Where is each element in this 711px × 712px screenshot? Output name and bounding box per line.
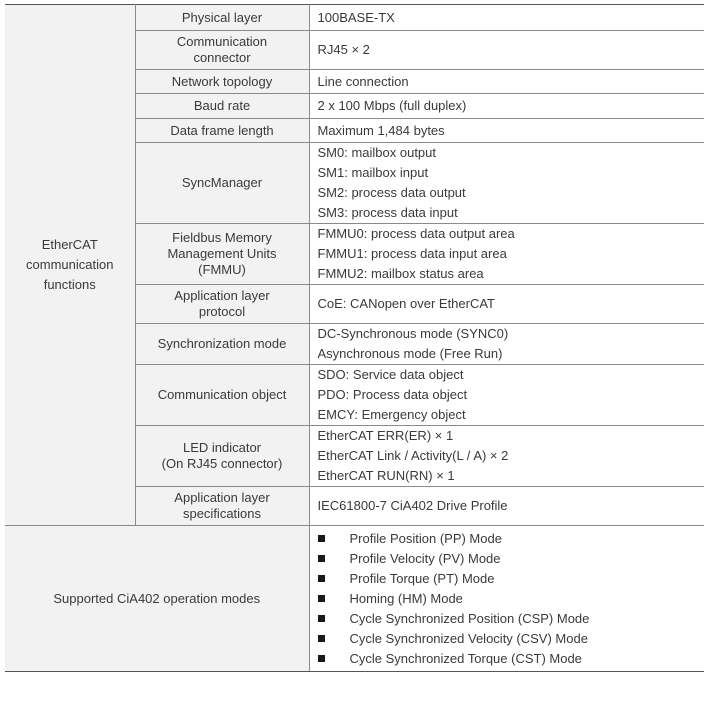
group-label: EtherCAT communication functions [5, 5, 135, 526]
spec-item-value [309, 143, 704, 224]
spec-value-line: SM0: mailbox output [317, 145, 437, 160]
mode-label: Profile Position (PP) Mode [349, 530, 502, 546]
mode-label: Profile Torque (PT) Mode [349, 570, 495, 586]
spec-item-value [309, 426, 704, 487]
mode-item [318, 529, 697, 549]
spec-value-line: DC-Synchronous mode (SYNC0) [317, 326, 509, 341]
spec-value-line: EtherCAT RUN(RN) × 1 [317, 468, 455, 483]
modes-list [309, 526, 704, 672]
mode-item [318, 609, 697, 629]
spec-item-value [309, 285, 704, 324]
spec-item-value [309, 119, 704, 143]
spec-value-line: PDO: Process data object [317, 387, 468, 402]
mode-item [318, 649, 697, 669]
spec-value-line: IEC61800-7 CiA402 Drive Profile [317, 498, 508, 513]
spec-item-label: Baud rate [135, 94, 309, 119]
spec-value-line: Line connection [317, 73, 409, 89]
spec-item-value [309, 31, 704, 70]
spec-row [5, 5, 704, 31]
spec-item-label: Data frame length [135, 119, 309, 143]
spec-item-value [309, 224, 704, 285]
spec-item-value [309, 70, 704, 94]
spec-value-line: CoE: CANopen over EtherCAT [317, 296, 495, 311]
spec-value-line: SM3: process data input [317, 205, 458, 220]
square-bullet-icon [318, 615, 325, 622]
spec-value-line: FMMU2: mailbox status area [317, 266, 484, 281]
spec-item-label: Communication connector [135, 31, 309, 70]
spec-item-label: SyncManager [135, 143, 309, 224]
spec-value-line: FMMU0: process data output area [317, 226, 515, 241]
square-bullet-icon [318, 635, 325, 642]
spec-item-value [309, 365, 704, 426]
spec-value-line: 100BASE-TX [317, 9, 395, 25]
spec-item-label: Fieldbus Memory Management Units (FMMU) [135, 224, 309, 285]
mode-item [318, 569, 697, 589]
spec-table-container [5, 4, 704, 672]
spec-item-value [309, 487, 704, 526]
square-bullet-icon [318, 595, 325, 602]
spec-item-value [309, 5, 704, 31]
spec-value-line: EtherCAT ERR(ER) × 1 [317, 428, 454, 443]
spec-value-line: 2 x 100 Mbps (full duplex) [317, 98, 467, 113]
mode-item [318, 589, 697, 609]
spec-value-line: SM2: process data output [317, 185, 466, 200]
spec-value-line: EMCY: Emergency object [317, 407, 466, 422]
square-bullet-icon [318, 655, 325, 662]
spec-value-line: EtherCAT Link / Activity(L / A) × 2 [317, 448, 509, 463]
square-bullet-icon [318, 535, 325, 542]
mode-label: Cycle Synchronized Torque (CST) Mode [349, 650, 582, 666]
mode-label: Profile Velocity (PV) Mode [349, 550, 501, 566]
square-bullet-icon [318, 575, 325, 582]
spec-table-body [5, 5, 704, 672]
modes-label: Supported CiA402 operation modes [5, 526, 309, 672]
mode-label: Homing (HM) Mode [349, 590, 463, 606]
ethercat-spec-table [5, 4, 704, 672]
square-bullet-icon [318, 555, 325, 562]
spec-item-label: Network topology [135, 70, 309, 94]
spec-value-line: FMMU1: process data input area [317, 246, 507, 261]
modes-row [5, 526, 704, 672]
spec-value-line: Maximum 1,484 bytes [317, 122, 445, 138]
spec-item-value [309, 324, 704, 365]
spec-value-line: SDO: Service data object [317, 367, 464, 382]
spec-item-label: Physical layer [135, 5, 309, 31]
mode-item [318, 549, 697, 569]
spec-item-label: Communication object [135, 365, 309, 426]
spec-item-label: Application layer protocol [135, 285, 309, 324]
spec-item-label: LED indicator (On RJ45 connector) [135, 426, 309, 487]
spec-value-line: Asynchronous mode (Free Run) [317, 346, 503, 361]
spec-item-label: Synchronization mode [135, 324, 309, 365]
mode-item [318, 629, 697, 649]
spec-value-line: RJ45 × 2 [317, 42, 370, 57]
spec-item-label: Application layer specifications [135, 487, 309, 526]
spec-value-line: SM1: mailbox input [317, 165, 429, 180]
mode-label: Cycle Synchronized Position (CSP) Mode [349, 610, 590, 626]
spec-item-value [309, 94, 704, 119]
mode-label: Cycle Synchronized Velocity (CSV) Mode [349, 630, 588, 646]
